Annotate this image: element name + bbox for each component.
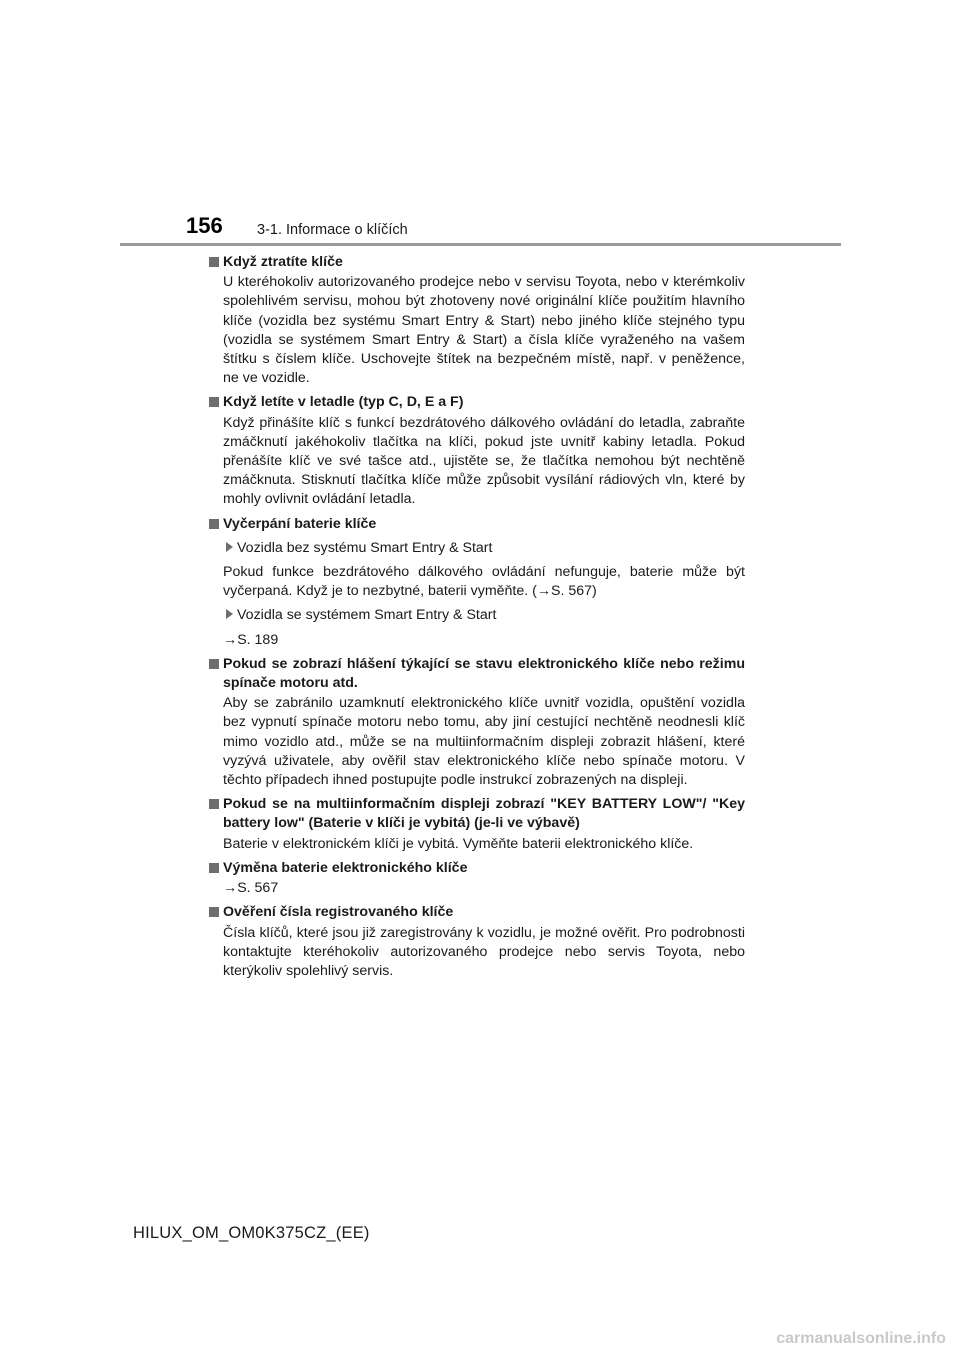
triangle-bullet-icon — [226, 542, 233, 552]
heading-lost-keys — [209, 253, 745, 272]
page-reference: →S. 189 — [223, 631, 279, 648]
square-bullet-icon — [209, 659, 219, 669]
heading-text: Když letíte v letadle (typ C, D, E a F) — [223, 394, 464, 411]
heading-registered-key-check — [209, 903, 745, 922]
subitem-text: Vozidla se systémem Smart Entry & Start — [237, 607, 497, 624]
triangle-bullet-icon — [226, 609, 233, 619]
content-body — [209, 253, 745, 981]
heading-text: Vyčerpání baterie klíče — [223, 515, 377, 532]
subitem-text: Vozidla bez systému Smart Entry & Start — [237, 539, 493, 556]
heading-key-battery-low — [209, 795, 745, 833]
section-title: 3-1. Informace o klíčích — [257, 222, 408, 238]
square-bullet-icon — [209, 397, 219, 407]
heading-battery-replacement — [209, 859, 745, 878]
heading-text: Pokud se zobrazí hlášení týkající se stavu elektronického klíče nebo režimu spínače motoru atd. — [223, 655, 745, 692]
square-bullet-icon — [209, 799, 219, 809]
subitem-with-smart-entry — [209, 606, 745, 625]
heading-airplane — [209, 393, 745, 412]
page-number: 156 — [186, 213, 223, 238]
paragraph: U kteréhokoliv autorizovaného prodejce nebo v servisu Toyota, nebo v kterémkoliv spolehlivém servisu, mohou být zhotoveny nové originální klíče použitím hlavního klíče (vozidla bez systému Smart Entry & Start) nebo jiného klíče stejného typu (vozidla se systémem Smart Entry & Start) a čísla klíče vyraženého na vašem štítku s číslem klíče. Uschovejte štítek na bezpečném místě, např. v peněžence, ne ve vozidle. — [223, 274, 745, 387]
heading-text: Ověření čísla registrovaného klíče — [223, 904, 454, 921]
paragraph: Když přinášíte klíč s funkcí bezdrátového dálkového ovládání do letadla, zabraňte zmáčknutí jakéhokoliv tlačítka na klíči, pokud jste uvnitř kabiny letadla. Pokud přenášíte klíč ve své tašce atd., ujistěte se, že tlačítka nemohou být nechtěně zmáčknuta. Stisknutí tlačítka klíče může způsobit vysílání rádiových vln, které by mohly ovlivnit ovládání letadla. — [223, 414, 745, 508]
square-bullet-icon — [209, 863, 219, 873]
heading-key-status-message — [209, 655, 745, 693]
heading-battery-depletion — [209, 515, 745, 534]
heading-text: Když ztratíte klíče — [223, 254, 343, 270]
page-reference: →S. 567 — [223, 880, 279, 897]
paragraph: Baterie v elektronickém klíči je vybitá. Vyměňte baterii elektronického klíče. — [223, 835, 694, 852]
paragraph: Čísla klíčů, které jsou již zaregistrovány k vozidlu, je možné ověřit. Pro podrobnosti kontaktujte kteréhokoliv autorizovaného prodejce nebo servis Toyota, nebo kterýkoliv spolehlivý servis. — [223, 924, 745, 979]
footer-doc-code: HILUX_OM_OM0K375CZ_(EE) — [133, 1224, 370, 1242]
heading-text: Výměna baterie elektronického klíče — [223, 859, 468, 876]
watermark: carmanualsonline.info — [776, 1330, 946, 1347]
heading-text: Pokud se na multiinformačním displeji zobrazí "KEY BATTERY LOW"/ "Key battery low" (Baterie v klíči je vybitá) (je-li ve výbavě) — [223, 796, 745, 832]
header-rule — [120, 243, 841, 246]
square-bullet-icon — [209, 519, 219, 529]
square-bullet-icon — [209, 907, 219, 917]
paragraph: Aby se zabránilo uzamknutí elektronického klíče uvnitř vozidla, opuštění vozidla bez vypnutí spínače motoru nebo tomu, aby jiní cestující nechtěně neodnesli klíč mimo vozidlo atd., může se na multiinformačním displeji zobrazit hlášení, které vyzývá uživatele, aby ověřil stav elektronického klíče nebo spínače motoru. V těchto případech ihned postupujte podle instrukcí zobrazených na displeji. — [223, 695, 745, 789]
subitem-without-smart-entry — [209, 539, 745, 558]
square-bullet-icon — [209, 257, 219, 267]
paragraph: Pokud funkce bezdrátového dálkového ovládání nefunguje, baterie může být vyčerpaná. Když je to nezbytné, baterii vyměňte. (→S. 567) — [223, 564, 745, 600]
